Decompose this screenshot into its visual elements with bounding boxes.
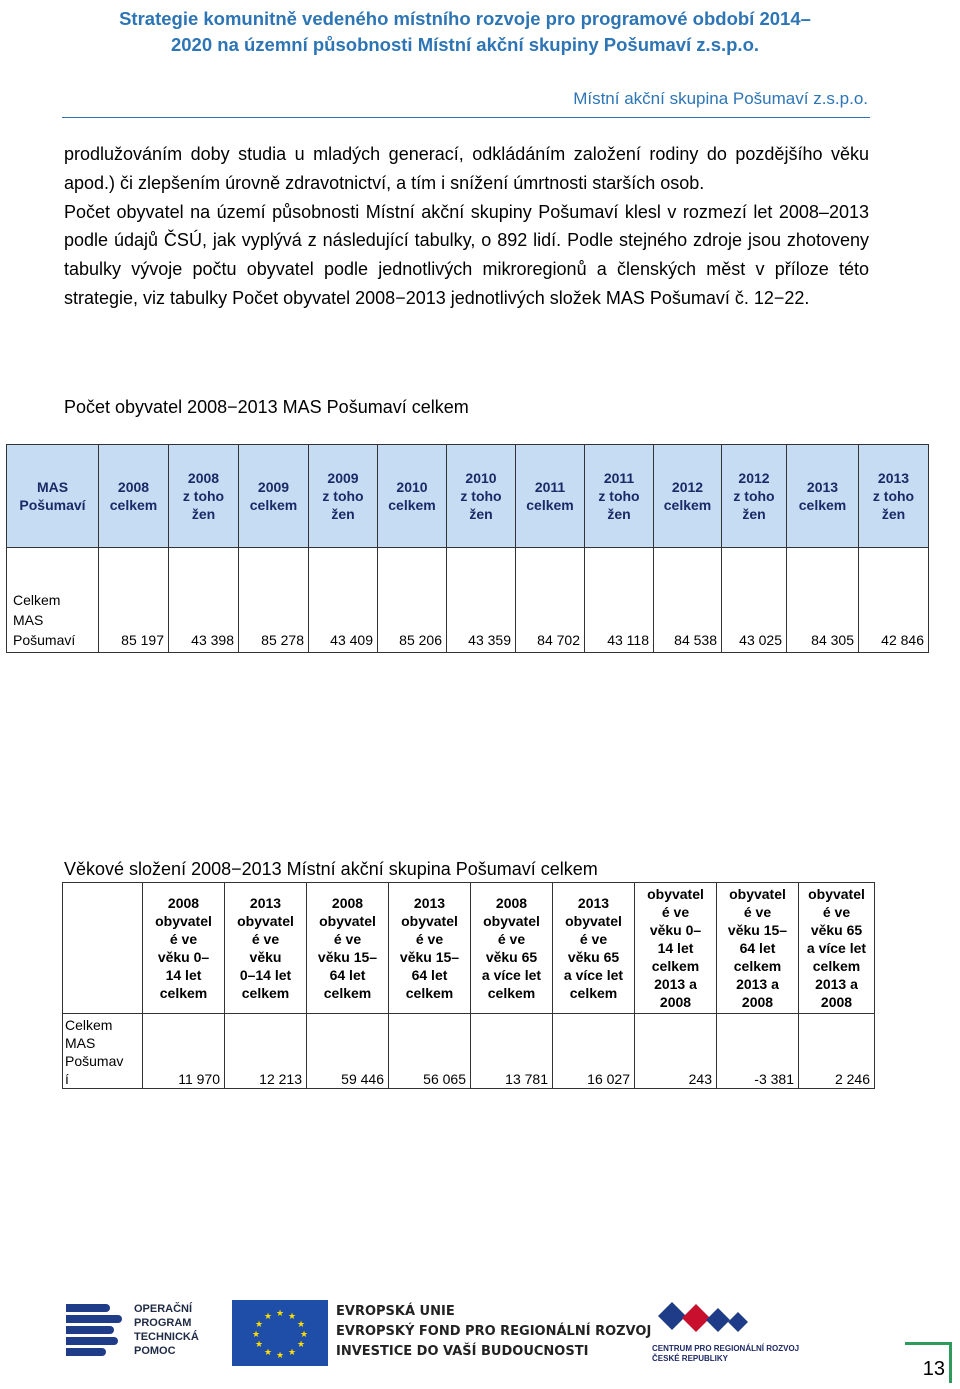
table2-header: 2013 obyvatel é ve věku 15– 64 let celkem [389, 883, 471, 1014]
table2-cell: 243 [635, 1014, 717, 1089]
svg-text:★: ★ [296, 1340, 306, 1350]
svg-text:★: ★ [275, 1309, 285, 1319]
page-number-box [905, 1342, 952, 1383]
table2-header: obyvatel é ve věku 0– 14 let celkem 2013 a 2008 [635, 883, 717, 1014]
eu-line-3: INVESTICE DO VAŠÍ BUDOUCNOSTI [336, 1344, 589, 1359]
header-subtitle: Místní akční skupina Pošumaví z.s.p.o. [573, 89, 868, 108]
table1-cell: 84 538 [654, 548, 722, 653]
svg-text:★: ★ [296, 1320, 306, 1330]
table1-header: 2008 celkem [99, 445, 169, 548]
age-structure-table [62, 882, 875, 1089]
table1-header: 2011 z toho žen [585, 445, 654, 548]
table2-header: 2013 obyvatel é ve věku 65 a více let celkem [553, 883, 635, 1014]
footer-logos [0, 1290, 960, 1389]
table1-cell: 84 702 [516, 548, 585, 653]
table2-header: 2008 obyvatel é ve věku 0– 14 let celkem [143, 883, 225, 1014]
eu-stars-icon [232, 1300, 328, 1366]
body-text [64, 140, 869, 313]
table1-cell: 43 025 [722, 548, 787, 653]
table2-header: 2008 obyvatel é ve věku 15– 64 let celkem [307, 883, 389, 1014]
svg-text:★: ★ [287, 1312, 297, 1322]
header-title-line2: 2020 na územní působnosti Místní akční skupiny Pošumaví z.s.p.o. [170, 34, 760, 55]
crr-logo [652, 1300, 812, 1370]
table2-header: obyvatel é ve věku 15– 64 let celkem 2013 a 2008 [717, 883, 799, 1014]
table1-cell: 43 398 [169, 548, 239, 653]
svg-text:★: ★ [263, 1348, 273, 1358]
svg-text:★: ★ [254, 1340, 264, 1350]
op-bars-icon [66, 1304, 122, 1358]
crr-logo-text: CENTRUM PRO REGIONÁLNÍ ROZVOJ ČESKÉ REPUBLIKY [652, 1344, 800, 1363]
svg-text:★: ★ [287, 1348, 297, 1358]
table1-header: 2013 celkem [787, 445, 859, 548]
table2-header [63, 883, 143, 1014]
table1-header: 2011 celkem [516, 445, 585, 548]
table2-cell: 11 970 [143, 1014, 225, 1089]
table1-cell: 84 305 [787, 548, 859, 653]
paragraph-2: Počet obyvatel na území působnosti Místní akční skupiny Pošumaví klesl v rozmezí let 2008–2013 podle údajů ČSÚ, jak vyplývá z následující tabulky, o 892 lidí. Podle stejného zdroje jsou zhotoveny tabulky vývoje počtu obyvatel podle jednotlivých mikroregionů a členských měst v příloze této strategie, viz tabulky Počet obyvatel 2008−2013 jednotlivých složek MAS Pošumaví č. 12−22. [64, 201, 869, 308]
svg-text:★: ★ [299, 1330, 309, 1340]
eu-text-block [336, 1302, 651, 1362]
svg-text:★: ★ [263, 1312, 273, 1322]
table-row [7, 548, 929, 653]
op-logo-text: OPERAČNÍ PROGRAM TECHNICKÁ POMOC [134, 1303, 199, 1357]
table2-header: obyvatel é ve věku 65 a více let celkem 2013 a 2008 [799, 883, 875, 1014]
table1-header: 2012 celkem [654, 445, 722, 548]
paragraph-1: prodlužováním doby studia u mladých generací, odkládáním založení rodiny do pozdějšího věku apod.) či zlepšením úrovně zdravotnictví, a tím i snížení úmrtnosti starších osob. [64, 144, 869, 193]
page-number: 13 [922, 1358, 945, 1380]
table1-header: MAS Pošumaví [7, 445, 99, 548]
eu-flag-icon [232, 1300, 328, 1366]
table1-cell: 85 278 [239, 548, 309, 653]
header-divider [62, 117, 870, 118]
table1-cell: 43 409 [309, 548, 378, 653]
eu-line-2: EVROPSKÝ FOND PRO REGIONÁLNÍ ROZVOJ [336, 1324, 652, 1339]
table1-cell: 43 359 [447, 548, 516, 653]
table2-cell: 59 446 [307, 1014, 389, 1089]
header-title-line1: Strategie komunitně vedeného místního rozvoje pro programové období 2014– [119, 8, 811, 29]
table1-header: 2008 z toho žen [169, 445, 239, 548]
table1-caption: Počet obyvatel 2008−2013 MAS Pošumaví celkem [64, 397, 469, 417]
table2-cell: 13 781 [471, 1014, 553, 1089]
table1-row-label: Celkem MAS Pošumaví [7, 548, 99, 653]
table2-header: 2008 obyvatel é ve věku 65 a více let celkem [471, 883, 553, 1014]
table2-cell: -3 381 [717, 1014, 799, 1089]
op-technical-assistance-logo [66, 1300, 216, 1364]
table1-header: 2010 z toho žen [447, 445, 516, 548]
crr-emblem-icon [652, 1300, 812, 1344]
table2-cell: 56 065 [389, 1014, 471, 1089]
table1-cell: 42 846 [859, 548, 929, 653]
table1-header: 2013 z toho žen [859, 445, 929, 548]
table2-header: 2013 obyvatel é ve věku 0–14 let celkem [225, 883, 307, 1014]
svg-text:★: ★ [251, 1330, 261, 1340]
table2-cell: 2 246 [799, 1014, 875, 1089]
population-table [6, 444, 929, 653]
document-header-title [60, 6, 870, 58]
table2-caption: Věkové složení 2008−2013 Místní akční skupina Pošumaví celkem [64, 859, 598, 879]
svg-text:★: ★ [275, 1351, 285, 1361]
table1-header: 2012 z toho žen [722, 445, 787, 548]
table1-header: 2009 celkem [239, 445, 309, 548]
table1-header: 2009 z toho žen [309, 445, 378, 548]
table1-cell: 85 197 [99, 548, 169, 653]
table1-cell: 85 206 [378, 548, 447, 653]
table1-header: 2010 celkem [378, 445, 447, 548]
table2-cell: 12 213 [225, 1014, 307, 1089]
eu-line-1: EVROPSKÁ UNIE [336, 1304, 455, 1319]
table2-cell: 16 027 [553, 1014, 635, 1089]
table2-header-row [63, 883, 875, 1014]
table-row [63, 1014, 875, 1089]
table1-header-row [7, 445, 929, 548]
table2-row-label: Celkem MAS Pošumav í [63, 1014, 143, 1089]
svg-text:★: ★ [254, 1320, 264, 1330]
table1-cell: 43 118 [585, 548, 654, 653]
